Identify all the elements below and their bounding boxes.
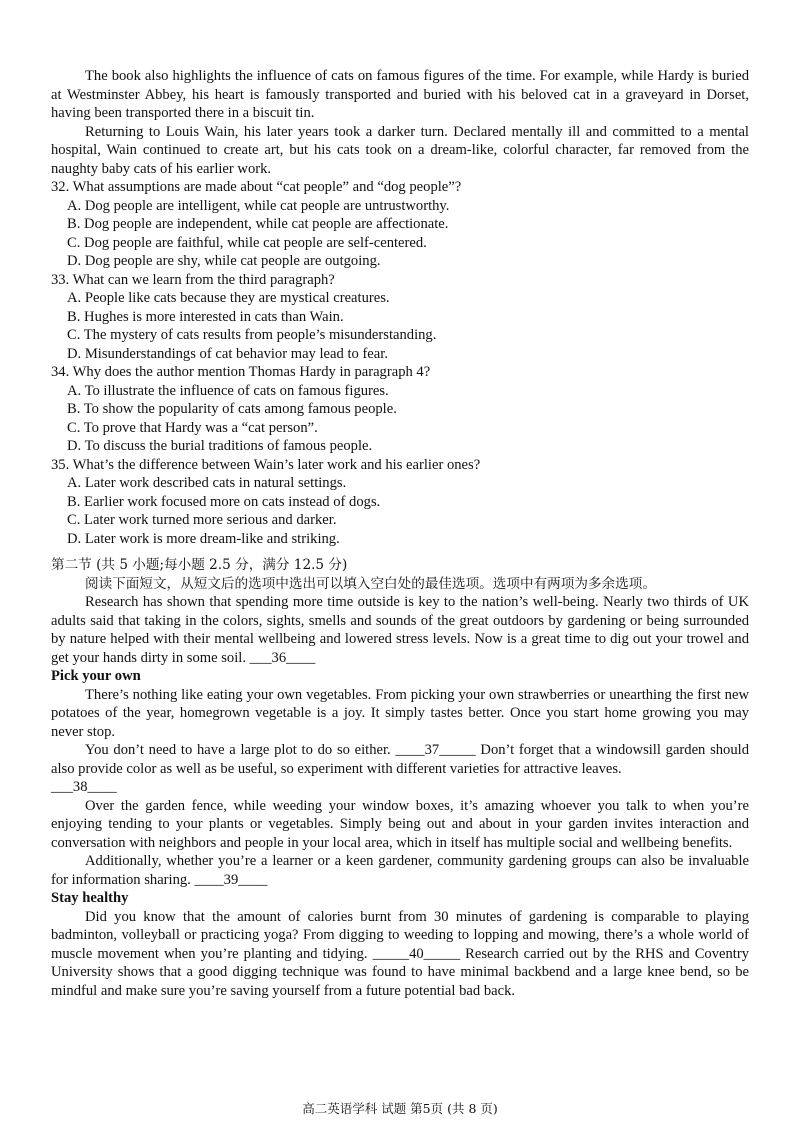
option: B. To show the popularity of cats among famous people. [67,401,397,417]
option: A. Later work described cats in natural settings. [67,475,347,491]
option: D. Misunderstandings of cat behavior may lead to fear. [67,345,388,362]
section-instruction: 阅读下面短文，从短文后的选项中选出可以填入空白处的最佳选项。选项中有两项为多余选项。 [85,575,656,592]
question-stem: 32. What assumptions are made about “cat people” and “dog people”? [51,179,462,195]
option: D. To discuss the burial traditions of famous people. [67,438,373,454]
page-footer: 高二英语学科 试题 第5页 (共 8 页) [302,1101,498,1116]
subheading: Pick your own [51,668,141,684]
option: D. Dog people are shy, while cat people are outgoing. [67,253,381,269]
paragraph [51,741,749,778]
blank-36: ___36____ [249,649,316,666]
paragraph [51,908,749,1001]
paragraph: There’s nothing like eating your own vegetables. From picking your own strawberries or unearthing the first new potatoes of the year, homegrown vegetable is a joy. It simply tastes better. Once you start home growing you may never stop. [51,686,749,740]
blank-37: ____37_____ [395,742,476,758]
question-33 [51,271,749,364]
blank-38: ___38____ [51,779,117,795]
option: C. The mystery of cats results from people’s misunderstanding. [67,327,437,343]
option: B. Dog people are independent, while cat people are affectionate. [67,216,449,232]
paragraph-text: Additionally, whether you’re a learner or a keen gardener, community gardening groups can also be invaluable for information sharing. [51,853,749,888]
option: C. To prove that Hardy was a “cat person”. [67,419,318,436]
paragraph: Returning to Louis Wain, his later years took a darker turn. Declared mentally ill and committed to a mental hospital, Wain continued to create art, but his cats took on a dream-like, colorful character, far removed from the naughty baby cats of his earlier work. [51,123,749,177]
paragraph-text: Did you know that the amount of calories burnt from 30 minutes of gardening is comparable to playing badminton, volleyball or practicing yoga? From digging to weeding to lopping and mowing, there’s a whole world of muscle movement when you’re planting and tidying. [51,908,749,962]
question-stem: 33. What can we learn from the third paragraph? [51,271,335,288]
paragraph: Over the garden fence, while weeding your window boxes, it’s amazing whoever you talk to when you’re enjoying tending to your plants or vegetables. Simply being out and about in your garden invites interaction and conversation with neighbors and people in your local area, which in itself has multiple social and wellbeing benefits. [51,797,749,851]
section-title: 第二节 (共 5 小题;每小题 2.5 分，满分 12.5 分) [51,557,348,573]
paragraph-text: Research has shown that spending more time outside is key to the nation’s well-being. Nearly two thirds of UK adults said that taking in the colors, sights, smells and sounds of the great outdoors by gardening or being surrounded by nature helped with their mental wellbeing and lowered stress levels. Now is a great time to dig out your trowel and get your hands dirty in some soil. [51,594,749,666]
paragraph: The book also highlights the influence of cats on famous figures of the time. For example, while Hardy is buried at Westminster Abbey, his heart is famously transported and buried with his beloved cat in a graveyard in Dorset, having been transported there in a biscuit tin. [51,68,749,121]
paragraph [51,593,749,667]
blank-40: _____40_____ [372,945,461,962]
question-32 [51,178,749,271]
question-stem: 35. What’s the difference between Wain’s later work and his earlier ones? [51,456,481,473]
option: D. Later work is more dream-like and striking. [67,530,340,547]
paragraph [51,852,749,889]
option: C. Later work turned more serious and darker. [67,512,337,528]
option: A. Dog people are intelligent, while cat people are untrustworthy. [67,197,450,214]
option: A. To illustrate the influence of cats on famous figures. [67,382,389,399]
paragraph-text: Don’t forget that a windowsill garden should also provide color as well as be useful, so experiment with different varieties for attractive leaves. [51,742,749,777]
question-35 [51,456,749,549]
option: B. Hughes is more interested in cats than Wain. [67,308,344,325]
option: A. People like cats because they are mystical creatures. [67,290,390,306]
question-stem: 34. Why does the author mention Thomas Hardy in paragraph 4? [51,364,431,380]
exam-page [51,67,749,1000]
paragraph-text: You don’t need to have a large plot to do so either. [85,742,396,758]
option: B. Earlier work focused more on cats instead of dogs. [67,493,381,510]
subheading: Stay healthy [51,890,129,906]
blank-39: ____39____ [194,871,268,888]
paragraph-text: Research carried out by the RHS and Coventry University shows that a good digging technique was found to have minimal backbend and a large knee bend, so be mindful and make sure you’re saving yourself from a future potential bad back. [51,945,750,999]
option: C. Dog people are faithful, while cat people are self-centered. [67,234,427,251]
question-34 [51,363,749,456]
